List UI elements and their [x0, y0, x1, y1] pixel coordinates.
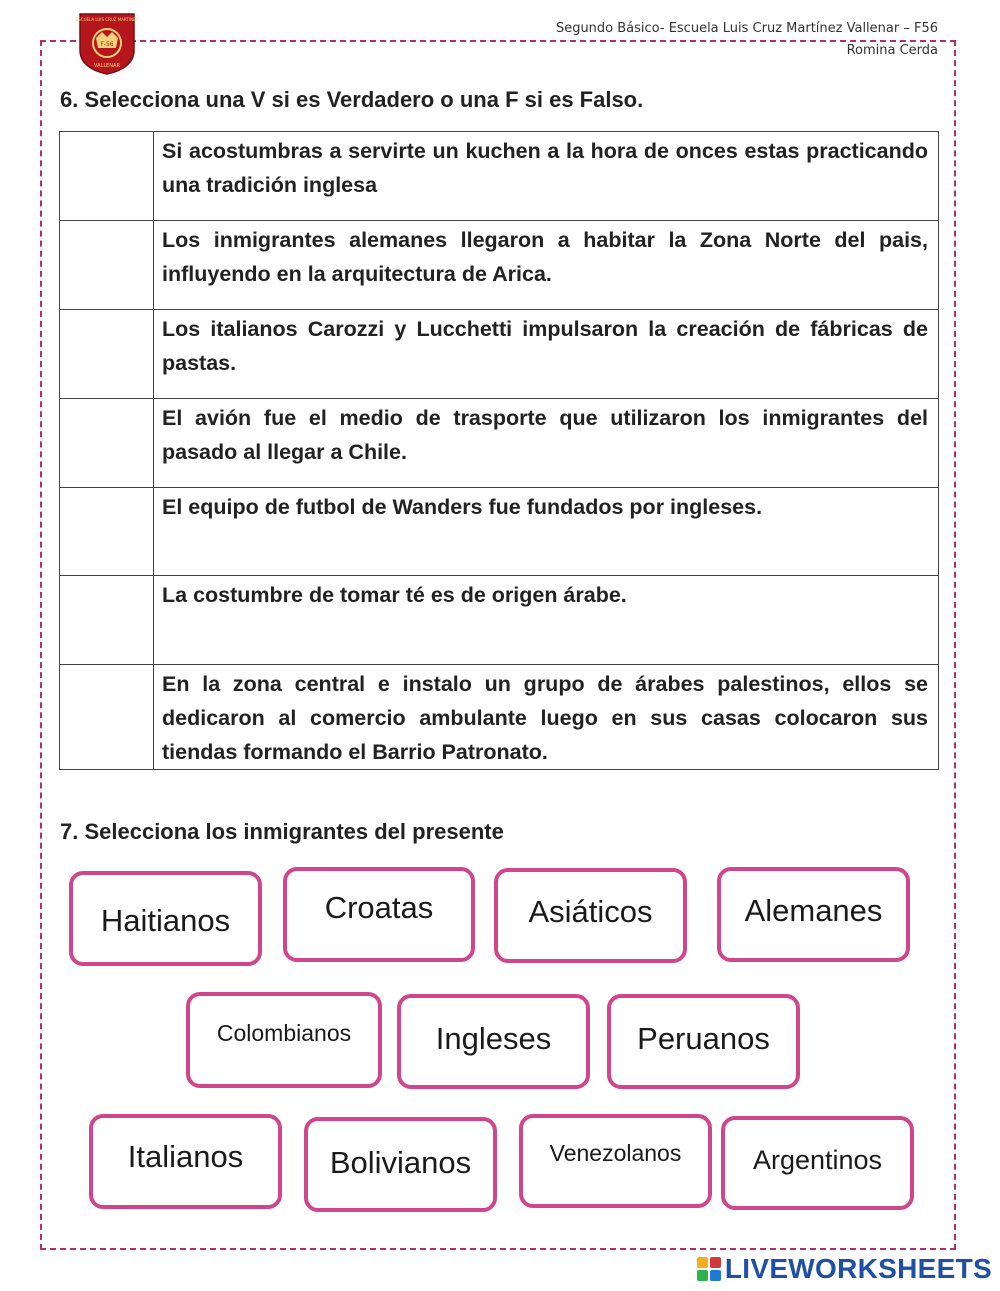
option-label: Asiáticos — [528, 893, 653, 929]
table-row — [60, 488, 939, 576]
logo-number-text: F-56 — [100, 41, 114, 48]
header-author-line: Romina Cerda — [846, 43, 938, 58]
option-label: Alemanes — [744, 892, 883, 928]
table-row — [60, 665, 939, 770]
answer-cell[interactable] — [60, 576, 154, 665]
option-label: Venezolanos — [549, 1139, 682, 1166]
answer-cell[interactable] — [60, 310, 154, 399]
answer-cell[interactable] — [60, 665, 154, 770]
table-row — [60, 310, 939, 399]
answer-cell[interactable] — [60, 488, 154, 576]
option-croatas[interactable] — [283, 867, 475, 962]
option-label: Haitianos — [100, 902, 231, 938]
table-row — [60, 132, 939, 221]
liveworksheets-wordmark: LIVEWORKSHEETS — [724, 1253, 992, 1284]
answer-cell[interactable] — [60, 132, 154, 221]
option-label: Bolivianos — [329, 1144, 472, 1180]
statement-cell: Si acostumbras a servirte un kuchen a la hora de onces estas practicando una tradición inglesa — [154, 132, 939, 221]
table-row — [60, 576, 939, 665]
statement-cell: El equipo de futbol de Wanders fue fundados por ingleses. — [154, 488, 939, 576]
answer-cell[interactable] — [60, 399, 154, 488]
school-crest-icon — [76, 10, 138, 76]
true-false-table — [59, 131, 939, 770]
option-asiaticos[interactable] — [494, 868, 687, 963]
header-school-line: Segundo Básico- Escuela Luis Cruz Martínez Vallenar – F56 — [555, 21, 938, 36]
statement-cell: En la zona central e instalo un grupo de árabes palestinos, ellos se dedicaron al comercio ambulante luego en sus casas colocaron sus tiendas formando el Barrio Patronato. — [154, 665, 939, 770]
option-peruanos[interactable] — [607, 994, 800, 1089]
logo-bottom-text: VALLENAR — [94, 63, 120, 69]
option-label: Croatas — [324, 889, 434, 925]
liveworksheets-logo-icon — [697, 1257, 721, 1281]
logo-top-text: ESCUELA LUIS CRUZ MARTINEZ — [76, 17, 138, 22]
table-row — [60, 221, 939, 310]
statement-cell: El avión fue el medio de trasporte que utilizaron los inmigrantes del pasado al llegar a Chile. — [154, 399, 939, 488]
table-row — [60, 399, 939, 488]
option-label: Peruanos — [637, 1020, 770, 1056]
section7-title: 7. Selecciona los inmigrantes del presente — [60, 819, 504, 844]
option-venezolanos[interactable] — [519, 1114, 712, 1208]
section6-title: 6. Selecciona una V si es Verdadero o una F si es Falso. — [60, 87, 644, 112]
statement-cell: Los italianos Carozzi y Lucchetti impulsaron la creación de fábricas de pastas. — [154, 310, 939, 399]
liveworksheets-brand[interactable] — [697, 1253, 992, 1285]
option-label: Ingleses — [435, 1020, 552, 1056]
option-argentinos[interactable] — [721, 1116, 914, 1210]
option-bolivianos[interactable] — [304, 1117, 497, 1212]
option-alemanes[interactable] — [717, 867, 910, 962]
statement-cell: La costumbre de tomar té es de origen árabe. — [154, 576, 939, 665]
option-italianos[interactable] — [89, 1114, 282, 1209]
option-ingleses[interactable] — [397, 994, 590, 1089]
option-label: Colombianos — [216, 1019, 352, 1046]
option-label: Argentinos — [752, 1144, 883, 1175]
option-haitianos[interactable] — [69, 871, 262, 966]
option-label: Italianos — [127, 1138, 244, 1174]
answer-cell[interactable] — [60, 221, 154, 310]
statement-cell: Los inmigrantes alemanes llegaron a habitar la Zona Norte del pais, influyendo en la arquitectura de Arica. — [154, 221, 939, 310]
option-colombianos[interactable] — [186, 992, 382, 1088]
